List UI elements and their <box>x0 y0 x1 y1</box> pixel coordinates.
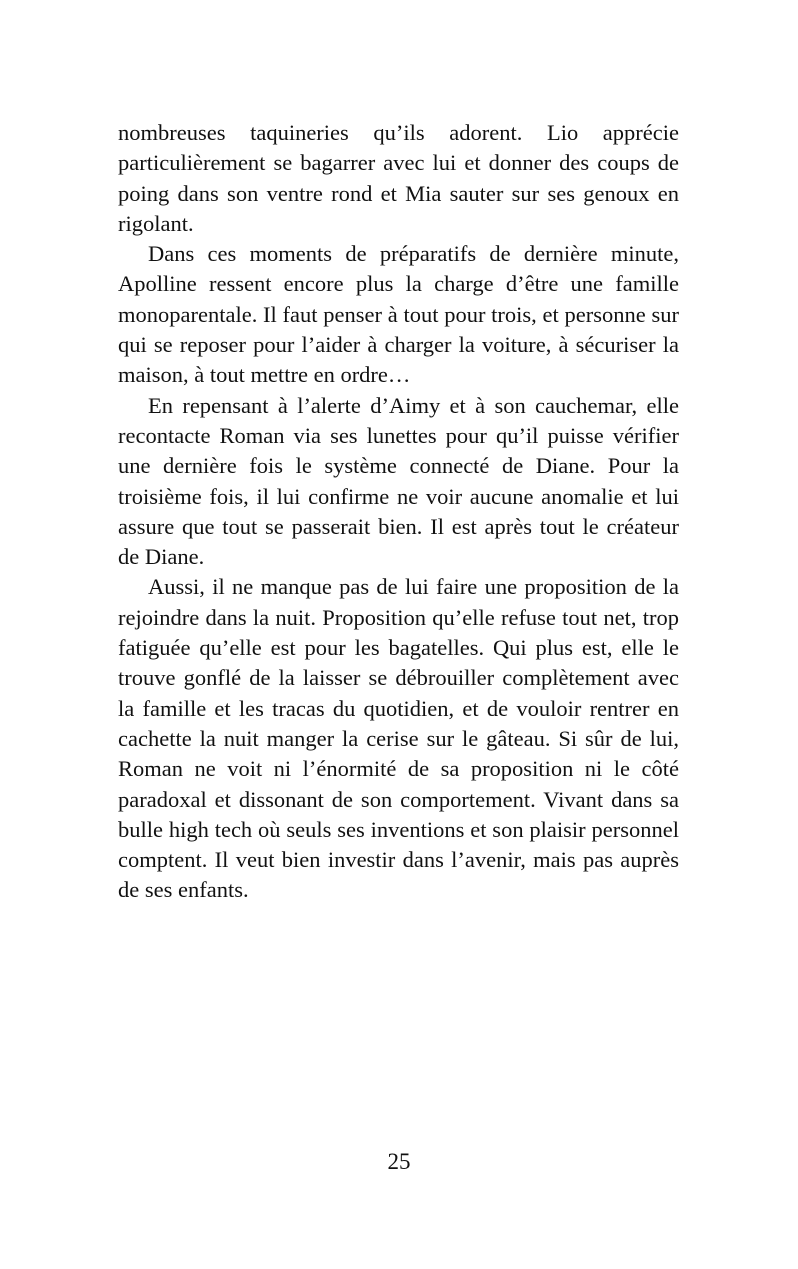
page-number: 25 <box>387 1149 411 1174</box>
paragraph-aimy-alert: En repensant à l’alerte d’Aimy et à son cauchemar, elle recontacte Roman via ses lunettes pour qu’il puisse vérifier une dernière fois le système connecté de Diane. Pour la troisième fois, il lui confirme ne voir aucune anomalie et lui assure que tout se passerait bien. Il est après tout le créateur de Diane. <box>118 392 679 570</box>
paragraph-continued: nombreuses taquineries qu’ils adorent. Lio apprécie particulièrement se bagarrer avec lui et donner des coups de poing dans son ventre rond et Mia sauter sur ses genoux en rigolant. <box>118 120 679 236</box>
paragraph-preparations: Dans ces moments de préparatifs de dernière minute, Apolline ressent encore plus la charge d’être une famille monoparentale. Il faut penser à tout pour trois, et personne sur qui se reposer pour l’aider à charger la voiture, à sécuriser la maison, à tout mettre en ordre… <box>118 241 679 388</box>
paragraph-proposition: Aussi, il ne manque pas de lui faire une proposition de la rejoindre dans la nuit. Proposition qu’elle refuse tout net, trop fatiguée qu’elle est pour les bagatelles. Qui plus est, elle le trouve gonflé de la laisser se débrouiller complètement avec la famille et les tracas du quotidien, et de vouloir rentrer en cachette la nuit manger la cerise sur le gâteau. Si sûr de lui, Roman ne voit ni l’énormité de sa proposition ni le côté paradoxal et dissonant de son comportement. Vivant dans sa bulle high tech où seuls ses inventions et son plaisir personnel comptent. Il veut bien investir dans l’avenir, mais pas auprès de ses enfants. <box>118 574 679 903</box>
body-text <box>118 118 679 906</box>
